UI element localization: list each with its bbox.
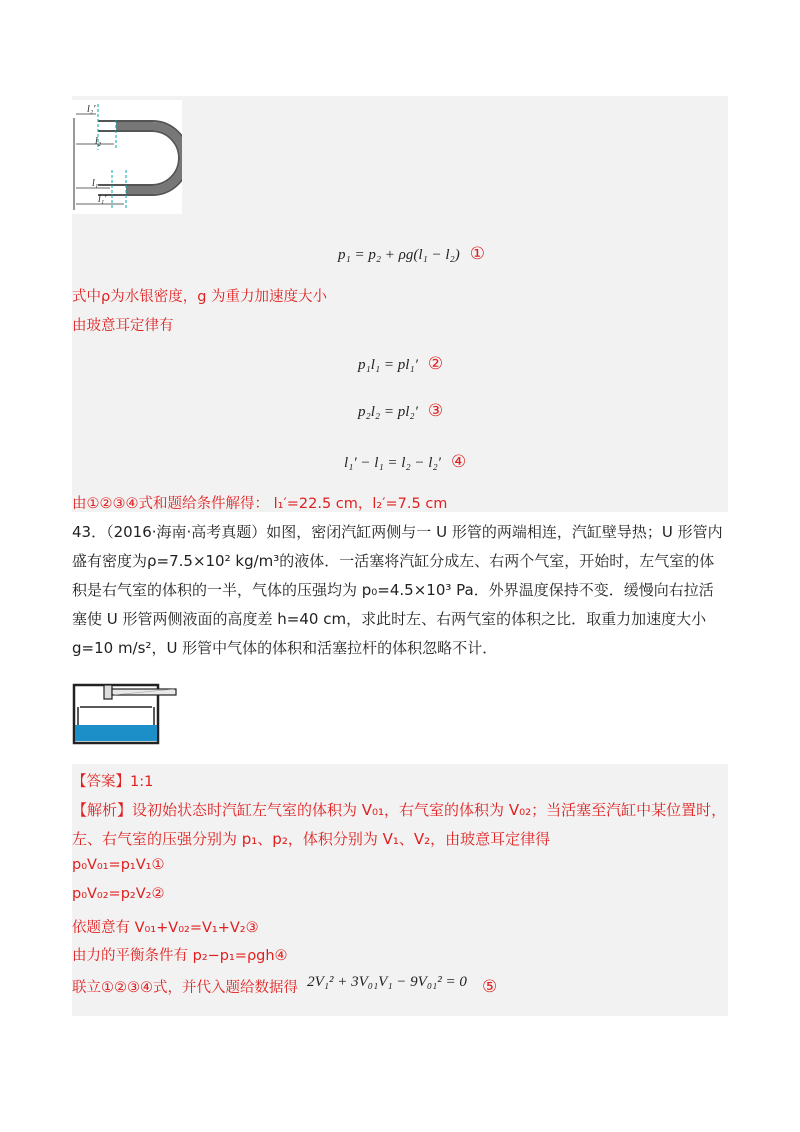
equation-3: [358, 401, 443, 421]
step-5-number: ⑤: [482, 977, 498, 997]
equation-2-text: p₁l₁ = pl₁′: [358, 357, 418, 373]
u-tube-figure: [72, 100, 182, 214]
label-l1: l₁: [92, 178, 99, 189]
equation-1-text: p₁ = p₂ + ρg(l₁ − l₂): [338, 247, 460, 263]
result-line: 由①②③④式和题给条件解得： l₁′=22.5 cm，l₂′=7.5 cm: [72, 496, 448, 512]
step-2: p₀V₀₂=p₂V₂②: [72, 886, 165, 902]
equation-2: [358, 354, 443, 374]
equation-4: [344, 452, 466, 472]
boyle-law-line: 由玻意耳定律有: [72, 318, 174, 334]
problem-43-text: 43．（2016·海南·高考真题）如图，密闭汽缸两侧与一 U 形管的两端相连，汽缸壁导热；U 形管内盛有密度为ρ=7.5×10² kg/m³的液体．一活塞将汽缸分成左、右两个气室，开始时，左气室的体积是右气室的体积的一半，气体的压强均为 p₀=4.5×10³ Pa．外界温度保持不变．缓慢向右拉活塞使 U 形管两侧液面的高度差 h=40 cm，求此时左、右两气室的体积之比．取重力加速度大小 g=10 m/s²，U 形管中气体的体积和活塞拉杆的体积忽略不计．: [72, 523, 723, 657]
equation-1-number: ①: [469, 244, 486, 264]
note-line: 式中ρ为水银密度，g 为重力加速度大小: [72, 289, 328, 305]
answer-line: 【答案】1:1: [72, 774, 154, 790]
step-1: p₀V₀₁=p₁V₁①: [72, 857, 165, 873]
equation-4-number: ④: [450, 452, 467, 472]
step-5: [72, 976, 497, 997]
equation-4-text: l₁′ − l₁ = l₂ − l₂′: [344, 455, 441, 471]
equation-3-number: ③: [427, 401, 444, 421]
equation-2-number: ②: [427, 354, 444, 374]
cylinder-figure: [72, 683, 184, 745]
equation-1: [338, 244, 485, 264]
label-l2-prime: l₂′: [87, 104, 96, 115]
step-3: 依题意有 V₀₁+V₀₂=V₁+V₂③: [72, 920, 259, 936]
step-4: 由力的平衡条件有 p₂−p₁=ρgh④: [72, 948, 288, 964]
label-l1-prime: l₁′: [98, 194, 107, 205]
step-5-text: 联立①②③④式，并代入题给数据得: [72, 980, 298, 996]
analysis-text: 【解析】设初始状态时汽缸左气室的体积为 V₀₁，右气室的体积为 V₀₂；当活塞至汽缸中某位置时，左、右气室的压强分别为 p₁、p₂，体积分别为 V₁、V₂，由玻意耳定律得: [72, 801, 727, 848]
step-5-equation: 2V₁² + 3V₀₁V₁ − 9V₀₁² = 0: [307, 974, 467, 990]
label-l2: l₂: [95, 136, 102, 147]
equation-3-text: p₂l₂ = pl₂′: [358, 404, 418, 420]
